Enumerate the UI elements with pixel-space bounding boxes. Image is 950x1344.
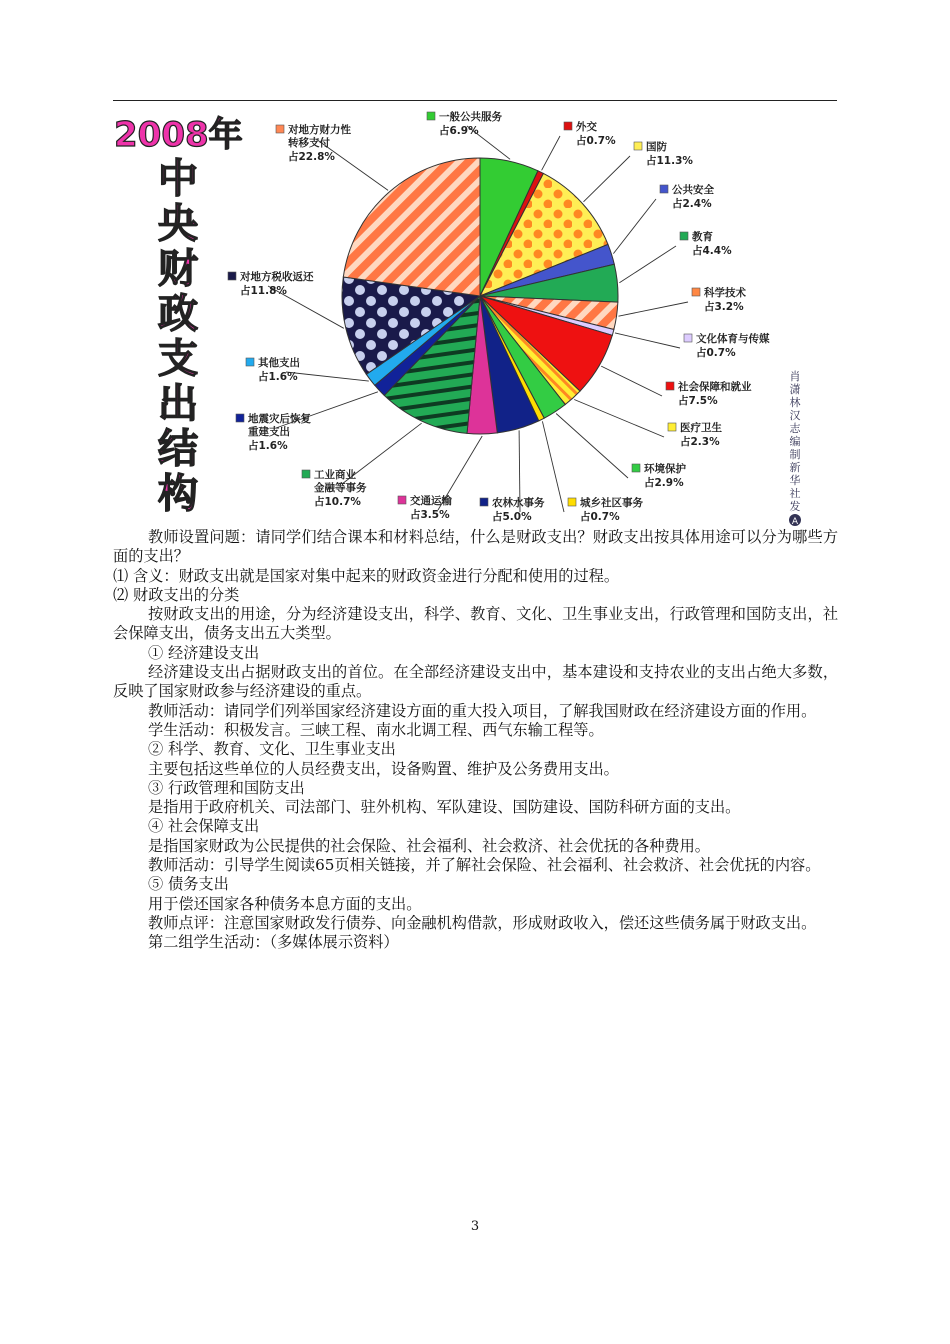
slice-value-17: 占22.8% xyxy=(288,151,335,163)
heading-science-education: ② 科学、教育、文化、卫生事业支出 xyxy=(148,740,396,759)
slice-value-2: 占11.3% xyxy=(646,155,693,167)
credit-char-4: 志 xyxy=(789,422,801,435)
title-char-1: 央 xyxy=(158,201,198,247)
slice-value-12: 占3.5% xyxy=(410,509,450,521)
paragraph-debt: 用于偿还国家各种债务本息方面的支出。 xyxy=(148,894,422,913)
credit-char-1: 潇 xyxy=(789,383,801,396)
paragraph-question: 教师设置问题：请同学们结合课本和材料总结，什么是财政支出？财政支出按具体用途可以分为哪些方面的支出？ xyxy=(113,528,838,566)
legend-swatch-17 xyxy=(276,125,284,133)
slice-name-16: 对地方税收返还 xyxy=(240,271,314,283)
title-char-2: 财 xyxy=(158,246,198,292)
heading-administration-defense: ③ 行政管理和国防支出 xyxy=(148,778,305,797)
pie-slice-17 xyxy=(343,158,480,296)
slice-value-14: 占1.6% xyxy=(248,440,288,452)
pie xyxy=(342,158,618,434)
credit-mark: A xyxy=(791,517,799,527)
slice-name-3: 公共安全 xyxy=(672,184,714,196)
legend-swatch-10 xyxy=(568,498,576,506)
body-text xyxy=(113,528,838,953)
leader-line-5 xyxy=(619,302,689,316)
paragraph-teacher-activity-2: 教师活动：引导学生阅读65页相关链接，并了解社会保险、社会福利、社会救济、社会优抚的内容。 xyxy=(148,856,821,875)
slice-name-0: 一般公共服务 xyxy=(439,111,502,123)
slice-name-7: 社会保障和就业 xyxy=(678,381,752,393)
leader-line-2 xyxy=(584,156,631,202)
slice-value-6: 占0.7% xyxy=(696,347,736,359)
paragraph-classification-heading: ⑵ 财政支出的分类 xyxy=(113,585,240,604)
slice-value-7: 占7.5% xyxy=(678,395,718,407)
credit-char-6: 制 xyxy=(789,448,801,461)
heading-social-security: ④ 社会保障支出 xyxy=(148,817,260,836)
slice-name-5: 科学技术 xyxy=(704,287,746,299)
legend-swatch-1 xyxy=(564,122,572,130)
legend-swatch-5 xyxy=(692,288,700,296)
leader-line-6 xyxy=(615,333,680,348)
slice-value-1: 占0.7% xyxy=(576,135,616,147)
paragraph-group-two: 第二组学生活动：（多媒体展示资料） xyxy=(148,933,399,952)
slice-name-4: 教育 xyxy=(692,231,713,243)
slice-name-15: 其他支出 xyxy=(258,357,300,369)
legend-swatch-13 xyxy=(302,470,310,478)
slice-name-11: 农林水事务 xyxy=(492,497,545,509)
figure-year-title: 2008年 xyxy=(114,115,243,155)
heading-debt: ⑤ 债务支出 xyxy=(148,875,229,894)
legend-swatch-8 xyxy=(668,423,676,431)
paragraph-social-security: 是指国家财政为公民提供的社会保险、社会福利、社会救济、社会优抚的各种费用。 xyxy=(148,836,710,855)
leader-line-3 xyxy=(613,199,656,254)
figure-credit xyxy=(789,369,802,527)
heading-economic: ① 经济建设支出 xyxy=(148,643,260,662)
title-char-3: 政 xyxy=(158,291,198,337)
paragraph-classification: 按财政支出的用途，分为经济建设支出，科学、教育、文化、卫生事业支出，行政管理和国防支出，社会保障支出，债务支出五大类型。 xyxy=(113,605,838,643)
paragraph-definition: ⑴ 含义：财政支出就是国家对集中起来的财政资金进行分配和使用的过程。 xyxy=(113,566,620,585)
credit-char-0: 肖 xyxy=(789,370,801,383)
paragraph-teacher-activity-1: 教师活动：请同学们列举国家经济建设方面的重大投入项目，了解我国财政在经济建设方面的作用。 xyxy=(148,701,817,720)
paragraph-economic: 经济建设支出占据财政支出的首位。在全部经济建设支出中，基本建设和支持农业的支出占绝大多数，反映了国家财政参与经济建设的重点。 xyxy=(113,663,838,701)
paragraph-student-activity: 学生活动：积极发言。三峡工程、南水北调工程、西气东输工程等。 xyxy=(148,720,604,739)
credit-char-8: 华 xyxy=(789,474,801,487)
leader-line-10 xyxy=(542,421,564,512)
pie-chart-figure xyxy=(112,108,812,528)
credit-char-3: 汉 xyxy=(789,409,801,422)
slice-value-13: 占10.7% xyxy=(314,496,361,508)
slice-name-13: 工业商业金融等事务 xyxy=(314,469,367,494)
leader-line-1 xyxy=(542,136,560,170)
slice-name-6: 文化体育与传媒 xyxy=(696,333,770,345)
leader-line-4 xyxy=(619,246,676,283)
legend-swatch-15 xyxy=(246,358,254,366)
slice-value-10: 占0.7% xyxy=(580,511,620,523)
legend-swatch-9 xyxy=(632,464,640,472)
leader-line-7 xyxy=(601,366,662,396)
figure-main-title xyxy=(158,156,198,517)
slice-name-9: 环境保护 xyxy=(644,463,686,475)
credit-char-2: 林 xyxy=(789,396,801,409)
credit-char-9: 社 xyxy=(789,487,801,500)
legend-swatch-14 xyxy=(236,414,244,422)
legend-swatch-12 xyxy=(398,496,406,504)
slice-value-5: 占3.2% xyxy=(704,301,744,313)
slice-value-9: 占2.9% xyxy=(644,477,684,489)
slice-value-11: 占5.0% xyxy=(492,511,532,523)
slice-name-8: 医疗卫生 xyxy=(680,422,722,434)
title-char-4: 支 xyxy=(158,336,198,382)
title-char-7: 构 xyxy=(158,471,198,517)
paragraph-teacher-comment: 教师点评：注意国家财政发行债券、向金融机构借款，形成财政收入，偿还这些债务属于财政支出。 xyxy=(148,913,817,932)
paragraph-science-education: 主要包括这些单位的人员经费支出，设备购置、维护及公务费用支出。 xyxy=(148,759,619,778)
slice-name-2: 国防 xyxy=(646,141,667,153)
legend-swatch-2 xyxy=(634,142,642,150)
slice-value-4: 占4.4% xyxy=(692,245,732,257)
credit-char-10: 发 xyxy=(789,500,801,513)
credit-char-7: 新 xyxy=(789,461,801,474)
slice-value-0: 占6.9% xyxy=(439,125,479,137)
slice-name-1: 外交 xyxy=(576,121,597,133)
slice-name-17: 对地方财力性转移支付 xyxy=(288,124,351,149)
header-rule xyxy=(113,100,837,101)
legend-swatch-16 xyxy=(228,272,236,280)
legend-swatch-6 xyxy=(684,334,692,342)
legend-swatch-4 xyxy=(680,232,688,240)
legend-swatch-11 xyxy=(480,498,488,506)
slice-value-8: 占2.3% xyxy=(680,436,720,448)
slice-name-14: 地震灾后恢复重建支出 xyxy=(248,413,311,438)
page-number: 3 xyxy=(470,1219,480,1234)
leader-line-15 xyxy=(286,372,369,381)
slice-value-3: 占2.4% xyxy=(672,198,712,210)
legend-swatch-7 xyxy=(666,382,674,390)
slice-name-10: 城乡社区事务 xyxy=(580,497,643,509)
slice-value-16: 占11.8% xyxy=(240,285,287,297)
leader-line-8 xyxy=(574,400,664,438)
slice-name-12: 交通运输 xyxy=(410,495,452,507)
leader-line-9 xyxy=(556,414,628,479)
title-char-5: 出 xyxy=(158,381,198,427)
slice-value-15: 占1.6% xyxy=(258,371,298,383)
legend-swatch-3 xyxy=(660,185,668,193)
title-char-6: 结 xyxy=(158,426,198,472)
credit-char-5: 编 xyxy=(789,435,801,448)
paragraph-administration-defense: 是指用于政府机关、司法部门、驻外机构、军队建设、国防建设、国防科研方面的支出。 xyxy=(148,798,741,817)
legend-swatch-0 xyxy=(427,112,435,120)
title-char-0: 中 xyxy=(158,156,198,202)
